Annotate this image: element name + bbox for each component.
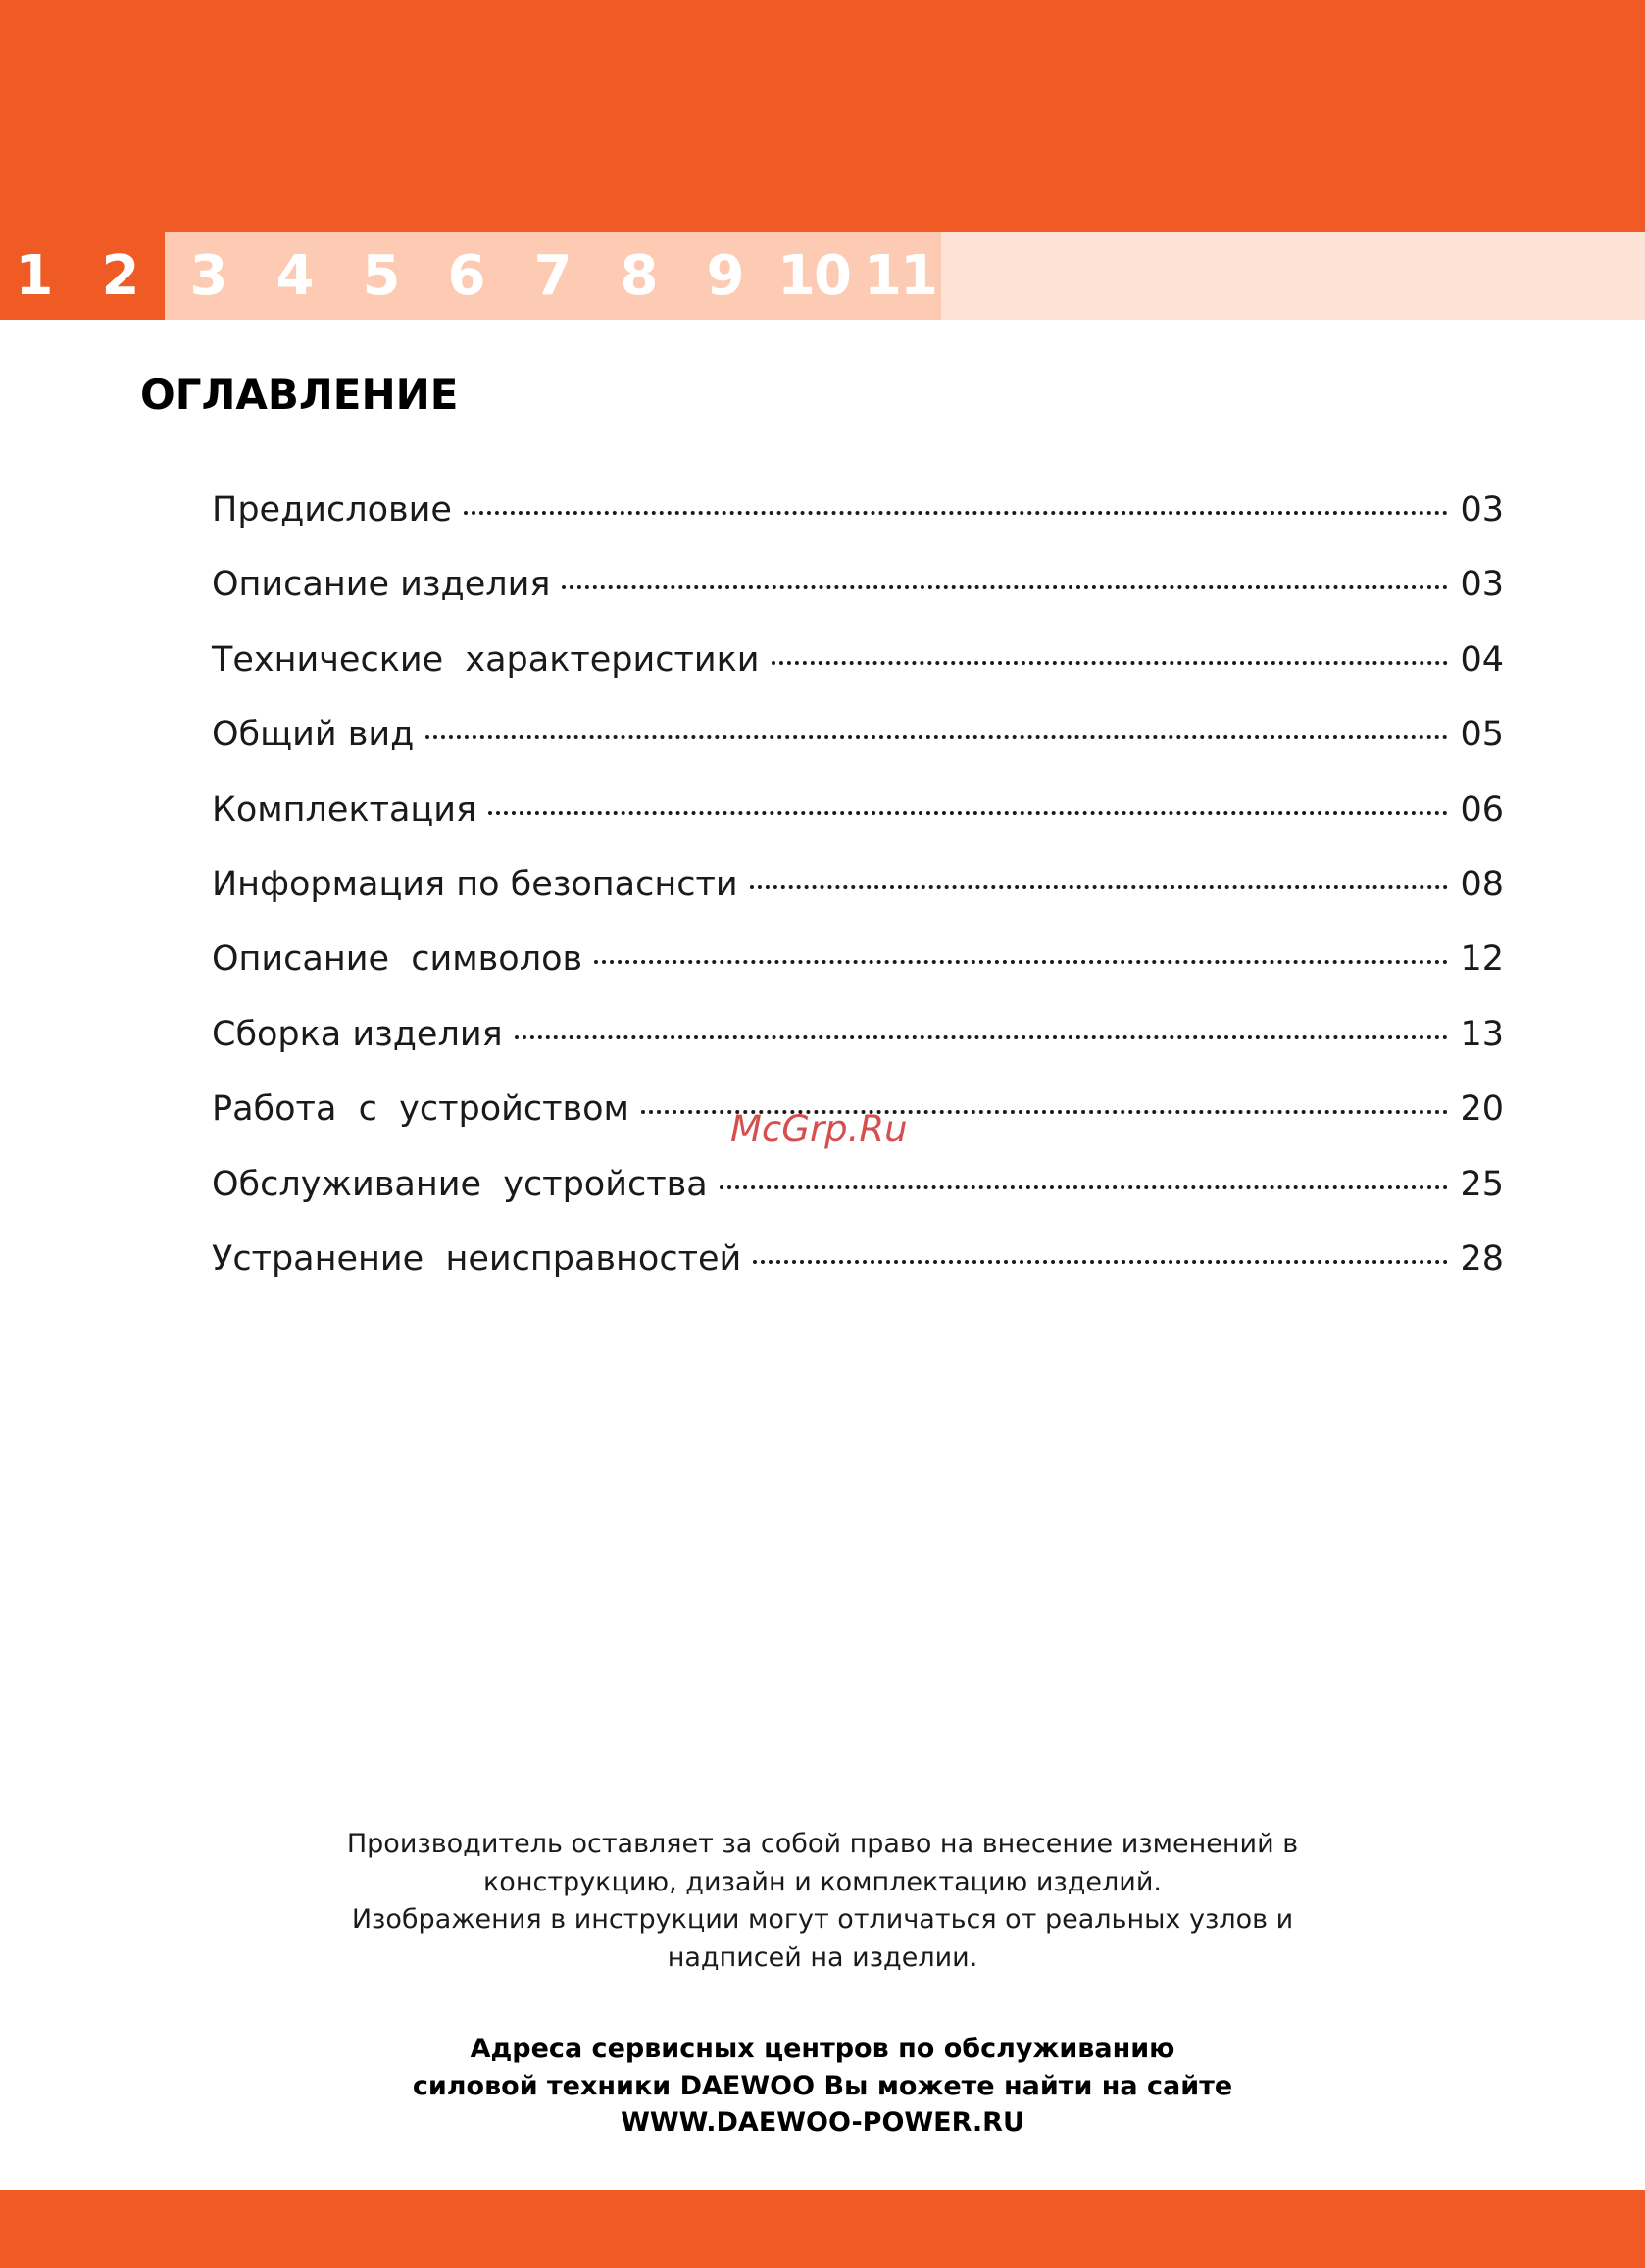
service-line: Адреса сервисных центров по обслуживанию — [470, 2034, 1175, 2064]
toc-entry-label: Технические характеристики — [212, 639, 760, 680]
toc-leader-dots — [488, 811, 1448, 815]
toc-entry-label: Обслуживание устройства — [212, 1164, 708, 1204]
toc-leader-dots — [594, 960, 1448, 964]
page-nav-item[interactable]: 4 — [275, 244, 313, 308]
toc-entry[interactable] — [212, 865, 1504, 939]
toc-entry-label: Устранение неисправностей — [212, 1238, 742, 1279]
disclaimer-line: Производитель оставляет за собой право на внесение изменений в — [346, 1829, 1299, 1859]
page-nav-item[interactable]: 5 — [362, 244, 399, 308]
page-title: ОГЛАВЛЕНИЕ — [140, 371, 459, 419]
toc-entry-page: 06 — [1460, 789, 1504, 830]
page-nav-item[interactable]: 6 — [447, 244, 484, 308]
toc-entry-page: 03 — [1460, 490, 1504, 529]
toc-entry-page: 03 — [1460, 565, 1504, 605]
toc-entry-page: 25 — [1460, 1164, 1504, 1204]
toc-entry-label: Сборка изделия — [212, 1014, 503, 1054]
toc-entry[interactable] — [212, 1165, 1504, 1239]
page-nav-item[interactable]: 10 — [777, 244, 850, 308]
disclaimer-line: надписей на изделии. — [667, 1941, 978, 1973]
toc-entry-page: 05 — [1460, 715, 1504, 755]
toc-entry-label: Общий вид — [212, 715, 415, 755]
toc-entry-page: 20 — [1460, 1089, 1504, 1130]
toc-entry[interactable] — [212, 640, 1504, 715]
toc-leader-dots — [515, 1035, 1449, 1039]
page-nav-item-current[interactable]: 2 — [101, 244, 138, 308]
toc-entry-page: 13 — [1460, 1014, 1504, 1054]
page-nav-item[interactable]: 8 — [620, 244, 657, 308]
service-website-link[interactable]: WWW.DAEWOO-POWER.RU — [621, 2107, 1024, 2138]
page-nav-item[interactable]: 9 — [706, 244, 743, 308]
disclaimer-line: Изображения в инструкции могут отличаться от реальных узлов и — [351, 1904, 1294, 1935]
toc-entry[interactable] — [212, 565, 1504, 639]
toc-leader-dots — [425, 735, 1448, 739]
page-nav-item[interactable]: 7 — [533, 244, 571, 308]
toc-leader-dots — [562, 585, 1448, 589]
toc-entry-page: 28 — [1460, 1238, 1504, 1279]
toc-entry-page: 08 — [1460, 864, 1504, 904]
toc-entry[interactable] — [212, 715, 1504, 789]
page-nav-item[interactable]: 1 — [15, 244, 52, 308]
toc-entry-label: Комплектация — [212, 789, 477, 830]
page-nav-item[interactable]: 11 — [864, 244, 936, 308]
toc-entry[interactable] — [212, 1015, 1504, 1089]
toc-entry[interactable] — [212, 939, 1504, 1014]
toc-leader-dots — [464, 511, 1449, 515]
page-nav-item[interactable]: 3 — [189, 244, 226, 308]
toc-leader-dots — [750, 885, 1449, 889]
toc-entry[interactable] — [212, 1239, 1504, 1314]
toc-entry-label: Предисловие — [212, 490, 452, 529]
toc-entry-label: Описание символов — [212, 939, 583, 980]
toc-leader-dots — [772, 661, 1449, 665]
toc-entry[interactable] — [212, 490, 1504, 565]
disclaimer — [234, 1826, 1411, 1977]
toc-entry-page: 04 — [1460, 639, 1504, 680]
disclaimer-line: конструкцию, дизайн и комплектацию изделий. — [483, 1866, 1162, 1897]
watermark-text: McGrp.Ru — [730, 1108, 908, 1150]
toc-entry-page: 12 — [1460, 939, 1504, 980]
toc-entry[interactable] — [212, 790, 1504, 865]
toc-leader-dots — [753, 1260, 1448, 1264]
toc-entry-label: Работа с устройством — [212, 1089, 629, 1130]
header-band — [0, 0, 1645, 232]
service-centers-note — [234, 2031, 1411, 2142]
toc-leader-dots — [720, 1185, 1449, 1189]
table-of-contents — [212, 490, 1504, 1314]
toc-entry-label: Описание изделия — [212, 565, 551, 605]
toc-entry-label: Информация по безопаснсти — [212, 864, 738, 904]
footer-band — [0, 2190, 1645, 2268]
service-line: силовой техники DAEWOO Вы можете найти на сайте — [412, 2070, 1233, 2101]
